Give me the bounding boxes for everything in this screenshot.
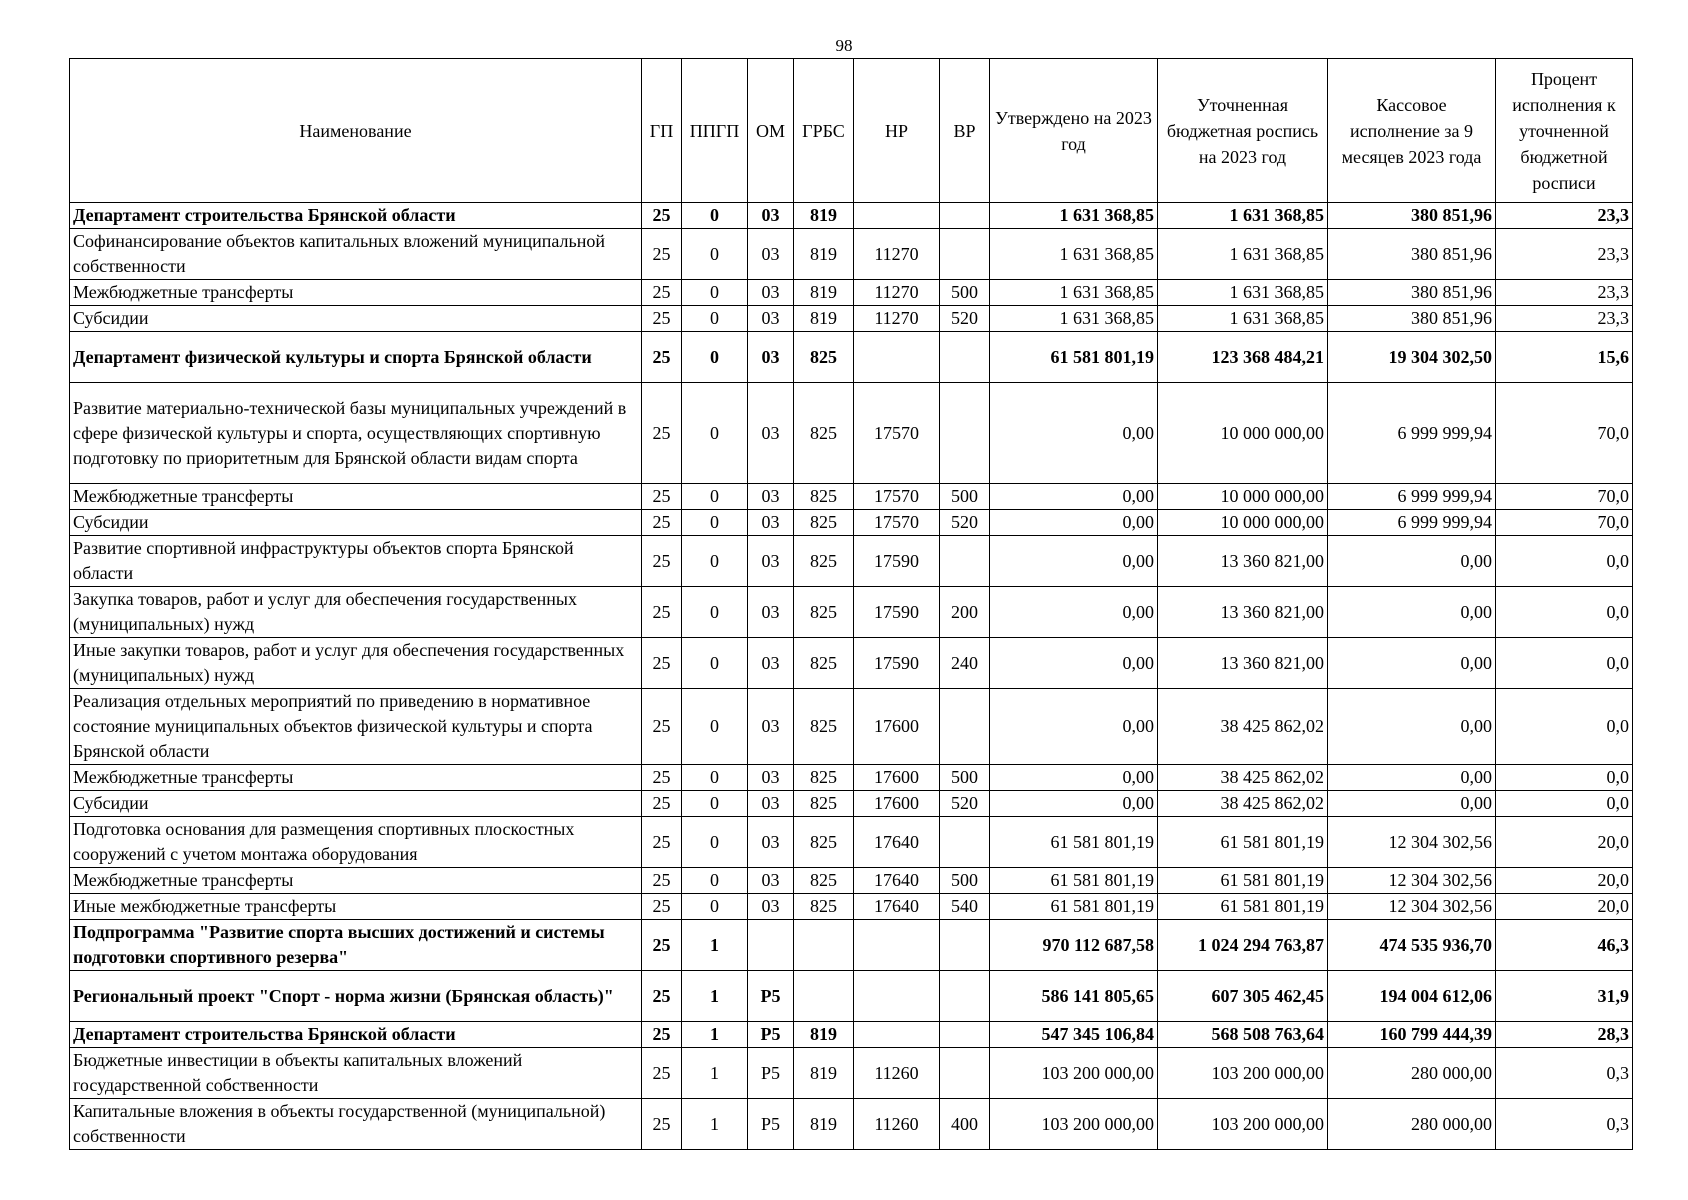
cell-approved: 1 631 368,85 xyxy=(990,280,1158,306)
cell-name: Межбюджетные трансферты xyxy=(70,280,642,306)
cell-ppgp: 0 xyxy=(682,383,748,484)
cell-approved: 0,00 xyxy=(990,587,1158,638)
table-row xyxy=(70,894,1633,920)
cell-vr: 520 xyxy=(940,306,990,332)
cell-revised: 568 508 763,64 xyxy=(1158,1022,1328,1048)
header-executed: Кассовое исполнение за 9 месяцев 2023 года xyxy=(1328,59,1496,203)
table-row xyxy=(70,306,1633,332)
table-row xyxy=(70,765,1633,791)
cell-revised: 1 631 368,85 xyxy=(1158,280,1328,306)
cell-om: 03 xyxy=(748,894,794,920)
cell-nr: 17590 xyxy=(854,536,940,587)
cell-revised: 1 631 368,85 xyxy=(1158,306,1328,332)
cell-vr xyxy=(940,383,990,484)
cell-nr: 17570 xyxy=(854,510,940,536)
cell-percent: 46,3 xyxy=(1496,920,1633,971)
cell-om: 03 xyxy=(748,229,794,280)
cell-grbs: 819 xyxy=(794,1022,854,1048)
cell-approved: 61 581 801,19 xyxy=(990,332,1158,383)
cell-vr: 500 xyxy=(940,280,990,306)
table-row xyxy=(70,484,1633,510)
cell-ppgp: 0 xyxy=(682,689,748,765)
cell-approved: 547 345 106,84 xyxy=(990,1022,1158,1048)
table-row xyxy=(70,920,1633,971)
cell-nr: 17600 xyxy=(854,689,940,765)
header-om: ОМ xyxy=(748,59,794,203)
cell-grbs: 825 xyxy=(794,536,854,587)
cell-ppgp: 1 xyxy=(682,1022,748,1048)
header-grbs: ГРБС xyxy=(794,59,854,203)
cell-ppgp: 0 xyxy=(682,229,748,280)
table-row xyxy=(70,510,1633,536)
cell-nr: 11270 xyxy=(854,280,940,306)
cell-name: Бюджетные инвестиции в объекты капитальных вложений государственной собственности xyxy=(70,1048,642,1099)
cell-revised: 38 425 862,02 xyxy=(1158,791,1328,817)
cell-om: 03 xyxy=(748,510,794,536)
cell-grbs: 825 xyxy=(794,689,854,765)
cell-executed: 12 304 302,56 xyxy=(1328,894,1496,920)
cell-om xyxy=(748,920,794,971)
cell-name: Софинансирование объектов капитальных вложений муниципальной собственности xyxy=(70,229,642,280)
cell-percent: 23,3 xyxy=(1496,203,1633,229)
budget-table xyxy=(69,58,1633,1150)
cell-vr: 240 xyxy=(940,638,990,689)
cell-executed: 380 851,96 xyxy=(1328,229,1496,280)
cell-grbs xyxy=(794,920,854,971)
cell-vr xyxy=(940,229,990,280)
cell-approved: 0,00 xyxy=(990,484,1158,510)
table-row xyxy=(70,1099,1633,1150)
cell-ppgp: 0 xyxy=(682,817,748,868)
cell-grbs: 825 xyxy=(794,817,854,868)
cell-ppgp: 0 xyxy=(682,587,748,638)
cell-name: Департамент физической культуры и спорта Брянской области xyxy=(70,332,642,383)
cell-ppgp: 0 xyxy=(682,638,748,689)
cell-om: 03 xyxy=(748,203,794,229)
cell-grbs: 819 xyxy=(794,203,854,229)
cell-nr: 17570 xyxy=(854,484,940,510)
cell-vr: 500 xyxy=(940,868,990,894)
table-row xyxy=(70,868,1633,894)
cell-grbs: 825 xyxy=(794,868,854,894)
cell-percent: 0,3 xyxy=(1496,1048,1633,1099)
header-approved: Утверждено на 2023 год xyxy=(990,59,1158,203)
table-row xyxy=(70,383,1633,484)
cell-approved: 0,00 xyxy=(990,510,1158,536)
cell-name: Закупка товаров, работ и услуг для обеспечения государственных (муниципальных) нужд xyxy=(70,587,642,638)
cell-nr: 17640 xyxy=(854,868,940,894)
header-ppgp: ППГП xyxy=(682,59,748,203)
cell-name: Межбюджетные трансферты xyxy=(70,484,642,510)
cell-grbs xyxy=(794,971,854,1022)
cell-vr: 520 xyxy=(940,791,990,817)
cell-gp: 25 xyxy=(642,510,682,536)
cell-gp: 25 xyxy=(642,280,682,306)
cell-nr xyxy=(854,920,940,971)
cell-approved: 0,00 xyxy=(990,765,1158,791)
cell-gp: 25 xyxy=(642,587,682,638)
cell-gp: 25 xyxy=(642,1048,682,1099)
table-row xyxy=(70,1022,1633,1048)
cell-percent: 70,0 xyxy=(1496,484,1633,510)
cell-gp: 25 xyxy=(642,868,682,894)
cell-ppgp: 1 xyxy=(682,920,748,971)
cell-approved: 0,00 xyxy=(990,791,1158,817)
cell-vr xyxy=(940,203,990,229)
cell-vr xyxy=(940,920,990,971)
cell-grbs: 825 xyxy=(794,587,854,638)
cell-om: 03 xyxy=(748,484,794,510)
cell-nr: 17640 xyxy=(854,894,940,920)
cell-percent: 0,0 xyxy=(1496,638,1633,689)
cell-executed: 380 851,96 xyxy=(1328,280,1496,306)
cell-vr: 200 xyxy=(940,587,990,638)
cell-executed: 380 851,96 xyxy=(1328,203,1496,229)
cell-name: Субсидии xyxy=(70,791,642,817)
cell-revised: 10 000 000,00 xyxy=(1158,510,1328,536)
table-body xyxy=(70,203,1633,1150)
table-row xyxy=(70,971,1633,1022)
cell-approved: 1 631 368,85 xyxy=(990,306,1158,332)
cell-name: Региональный проект "Спорт - норма жизни (Брянская область)" xyxy=(70,971,642,1022)
cell-nr: 11260 xyxy=(854,1048,940,1099)
cell-approved: 0,00 xyxy=(990,638,1158,689)
cell-om: 03 xyxy=(748,868,794,894)
header-vr: ВР xyxy=(940,59,990,203)
cell-om: 03 xyxy=(748,383,794,484)
cell-vr xyxy=(940,971,990,1022)
table-row xyxy=(70,536,1633,587)
cell-ppgp: 0 xyxy=(682,765,748,791)
cell-nr: 17590 xyxy=(854,587,940,638)
cell-vr: 500 xyxy=(940,765,990,791)
cell-executed: 0,00 xyxy=(1328,689,1496,765)
cell-name: Межбюджетные трансферты xyxy=(70,765,642,791)
cell-om: P5 xyxy=(748,1048,794,1099)
cell-grbs: 825 xyxy=(794,638,854,689)
cell-ppgp: 0 xyxy=(682,203,748,229)
cell-approved: 0,00 xyxy=(990,383,1158,484)
cell-revised: 38 425 862,02 xyxy=(1158,765,1328,791)
cell-executed: 0,00 xyxy=(1328,536,1496,587)
cell-percent: 20,0 xyxy=(1496,817,1633,868)
cell-gp: 25 xyxy=(642,1099,682,1150)
cell-executed: 12 304 302,56 xyxy=(1328,868,1496,894)
cell-gp: 25 xyxy=(642,817,682,868)
cell-nr: 17600 xyxy=(854,791,940,817)
cell-name: Подготовка основания для размещения спортивных плоскостных сооружений с учетом монтажа оборудования xyxy=(70,817,642,868)
cell-nr: 17570 xyxy=(854,383,940,484)
cell-gp: 25 xyxy=(642,383,682,484)
cell-om: 03 xyxy=(748,280,794,306)
cell-approved: 586 141 805,65 xyxy=(990,971,1158,1022)
cell-vr: 500 xyxy=(940,484,990,510)
cell-name: Подпрограмма "Развитие спорта высших достижений и системы подготовки спортивного резерва" xyxy=(70,920,642,971)
cell-name: Субсидии xyxy=(70,510,642,536)
cell-gp: 25 xyxy=(642,1022,682,1048)
table-row xyxy=(70,817,1633,868)
cell-percent: 23,3 xyxy=(1496,306,1633,332)
cell-revised: 1 631 368,85 xyxy=(1158,229,1328,280)
table-row xyxy=(70,638,1633,689)
cell-nr xyxy=(854,332,940,383)
cell-executed: 0,00 xyxy=(1328,765,1496,791)
cell-vr xyxy=(940,1022,990,1048)
cell-approved: 103 200 000,00 xyxy=(990,1048,1158,1099)
cell-executed: 6 999 999,94 xyxy=(1328,383,1496,484)
cell-gp: 25 xyxy=(642,638,682,689)
cell-percent: 0,0 xyxy=(1496,587,1633,638)
cell-approved: 0,00 xyxy=(990,689,1158,765)
table-row xyxy=(70,791,1633,817)
cell-revised: 607 305 462,45 xyxy=(1158,971,1328,1022)
header-nr: НР xyxy=(854,59,940,203)
cell-om: P5 xyxy=(748,971,794,1022)
cell-grbs: 825 xyxy=(794,332,854,383)
cell-om: 03 xyxy=(748,306,794,332)
cell-vr xyxy=(940,817,990,868)
cell-om: 03 xyxy=(748,765,794,791)
cell-percent: 28,3 xyxy=(1496,1022,1633,1048)
cell-percent: 23,3 xyxy=(1496,229,1633,280)
cell-grbs: 819 xyxy=(794,1099,854,1150)
cell-grbs: 825 xyxy=(794,765,854,791)
cell-gp: 25 xyxy=(642,920,682,971)
header-percent: Процент исполнения к уточненной бюджетной росписи xyxy=(1496,59,1633,203)
cell-ppgp: 0 xyxy=(682,332,748,383)
cell-ppgp: 0 xyxy=(682,791,748,817)
cell-executed: 474 535 936,70 xyxy=(1328,920,1496,971)
cell-revised: 13 360 821,00 xyxy=(1158,536,1328,587)
cell-grbs: 819 xyxy=(794,306,854,332)
cell-executed: 12 304 302,56 xyxy=(1328,817,1496,868)
cell-nr xyxy=(854,971,940,1022)
cell-revised: 103 200 000,00 xyxy=(1158,1048,1328,1099)
cell-approved: 61 581 801,19 xyxy=(990,817,1158,868)
cell-approved: 103 200 000,00 xyxy=(990,1099,1158,1150)
cell-grbs: 819 xyxy=(794,280,854,306)
cell-grbs: 825 xyxy=(794,484,854,510)
cell-vr: 540 xyxy=(940,894,990,920)
cell-revised: 103 200 000,00 xyxy=(1158,1099,1328,1150)
table-row xyxy=(70,1048,1633,1099)
cell-gp: 25 xyxy=(642,306,682,332)
cell-om: 03 xyxy=(748,791,794,817)
cell-executed: 194 004 612,06 xyxy=(1328,971,1496,1022)
cell-om: 03 xyxy=(748,689,794,765)
cell-executed: 0,00 xyxy=(1328,638,1496,689)
cell-name: Развитие спортивной инфраструктуры объектов спорта Брянской области xyxy=(70,536,642,587)
cell-nr: 17600 xyxy=(854,765,940,791)
cell-name: Иные закупки товаров, работ и услуг для обеспечения государственных (муниципальных) нужд xyxy=(70,638,642,689)
cell-grbs: 825 xyxy=(794,510,854,536)
page-number: 98 xyxy=(835,36,853,55)
cell-ppgp: 0 xyxy=(682,510,748,536)
cell-nr: 11270 xyxy=(854,306,940,332)
header-revised: Уточненная бюджетная роспись на 2023 год xyxy=(1158,59,1328,203)
cell-executed: 280 000,00 xyxy=(1328,1099,1496,1150)
cell-approved: 1 631 368,85 xyxy=(990,229,1158,280)
cell-vr: 520 xyxy=(940,510,990,536)
cell-gp: 25 xyxy=(642,332,682,383)
cell-revised: 13 360 821,00 xyxy=(1158,587,1328,638)
cell-gp: 25 xyxy=(642,229,682,280)
cell-percent: 0,0 xyxy=(1496,791,1633,817)
cell-revised: 10 000 000,00 xyxy=(1158,484,1328,510)
cell-percent: 20,0 xyxy=(1496,894,1633,920)
cell-executed: 0,00 xyxy=(1328,587,1496,638)
cell-executed: 0,00 xyxy=(1328,791,1496,817)
cell-name: Департамент строительства Брянской области xyxy=(70,1022,642,1048)
cell-revised: 1 024 294 763,87 xyxy=(1158,920,1328,971)
cell-executed: 280 000,00 xyxy=(1328,1048,1496,1099)
cell-name: Реализация отдельных мероприятий по приведению в нормативное состояние муниципальных объектов физической культуры и спорта Брянской области xyxy=(70,689,642,765)
header-name: Наименование xyxy=(70,59,642,203)
cell-nr: 17640 xyxy=(854,817,940,868)
cell-revised: 123 368 484,21 xyxy=(1158,332,1328,383)
cell-grbs: 825 xyxy=(794,791,854,817)
cell-vr xyxy=(940,536,990,587)
cell-ppgp: 0 xyxy=(682,280,748,306)
cell-percent: 0,0 xyxy=(1496,689,1633,765)
cell-executed: 19 304 302,50 xyxy=(1328,332,1496,383)
cell-percent: 31,9 xyxy=(1496,971,1633,1022)
table-row xyxy=(70,203,1633,229)
cell-om: 03 xyxy=(748,587,794,638)
cell-percent: 0,0 xyxy=(1496,765,1633,791)
cell-gp: 25 xyxy=(642,689,682,765)
cell-ppgp: 1 xyxy=(682,1099,748,1150)
cell-percent: 0,3 xyxy=(1496,1099,1633,1150)
cell-revised: 1 631 368,85 xyxy=(1158,203,1328,229)
cell-grbs: 825 xyxy=(794,383,854,484)
cell-ppgp: 1 xyxy=(682,971,748,1022)
cell-gp: 25 xyxy=(642,203,682,229)
cell-om: 03 xyxy=(748,536,794,587)
cell-name: Субсидии xyxy=(70,306,642,332)
cell-ppgp: 0 xyxy=(682,868,748,894)
cell-om: 03 xyxy=(748,332,794,383)
cell-executed: 6 999 999,94 xyxy=(1328,510,1496,536)
cell-grbs: 825 xyxy=(794,894,854,920)
cell-executed: 160 799 444,39 xyxy=(1328,1022,1496,1048)
cell-revised: 13 360 821,00 xyxy=(1158,638,1328,689)
table-header-row xyxy=(70,59,1633,203)
cell-approved: 0,00 xyxy=(990,536,1158,587)
cell-gp: 25 xyxy=(642,536,682,587)
cell-vr: 400 xyxy=(940,1099,990,1150)
cell-gp: 25 xyxy=(642,791,682,817)
cell-revised: 38 425 862,02 xyxy=(1158,689,1328,765)
cell-name: Развитие материально-технической базы муниципальных учреждений в сфере физической культуры и спорта, осуществляющих спортивную подготовку по приоритетным для Брянской области видам спорта xyxy=(70,383,642,484)
header-gp: ГП xyxy=(642,59,682,203)
cell-om: 03 xyxy=(748,638,794,689)
cell-ppgp: 0 xyxy=(682,894,748,920)
cell-executed: 6 999 999,94 xyxy=(1328,484,1496,510)
cell-nr: 11260 xyxy=(854,1099,940,1150)
cell-om: 03 xyxy=(748,817,794,868)
cell-ppgp: 0 xyxy=(682,536,748,587)
cell-vr xyxy=(940,332,990,383)
cell-percent: 0,0 xyxy=(1496,536,1633,587)
cell-ppgp: 0 xyxy=(682,306,748,332)
cell-grbs: 819 xyxy=(794,229,854,280)
cell-percent: 15,6 xyxy=(1496,332,1633,383)
cell-executed: 380 851,96 xyxy=(1328,306,1496,332)
table-row xyxy=(70,229,1633,280)
cell-revised: 61 581 801,19 xyxy=(1158,817,1328,868)
cell-approved: 61 581 801,19 xyxy=(990,894,1158,920)
cell-revised: 61 581 801,19 xyxy=(1158,868,1328,894)
cell-approved: 970 112 687,58 xyxy=(990,920,1158,971)
cell-percent: 70,0 xyxy=(1496,383,1633,484)
cell-name: Иные межбюджетные трансферты xyxy=(70,894,642,920)
cell-name: Департамент строительства Брянской области xyxy=(70,203,642,229)
cell-approved: 61 581 801,19 xyxy=(990,868,1158,894)
cell-revised: 10 000 000,00 xyxy=(1158,383,1328,484)
cell-nr: 17590 xyxy=(854,638,940,689)
cell-nr xyxy=(854,1022,940,1048)
cell-gp: 25 xyxy=(642,971,682,1022)
table-row xyxy=(70,280,1633,306)
cell-om: P5 xyxy=(748,1099,794,1150)
cell-name: Межбюджетные трансферты xyxy=(70,868,642,894)
table-row xyxy=(70,587,1633,638)
cell-om: P5 xyxy=(748,1022,794,1048)
cell-nr xyxy=(854,203,940,229)
cell-ppgp: 1 xyxy=(682,1048,748,1099)
cell-percent: 20,0 xyxy=(1496,868,1633,894)
cell-approved: 1 631 368,85 xyxy=(990,203,1158,229)
cell-gp: 25 xyxy=(642,484,682,510)
cell-percent: 70,0 xyxy=(1496,510,1633,536)
table-row xyxy=(70,689,1633,765)
cell-nr: 11270 xyxy=(854,229,940,280)
cell-percent: 23,3 xyxy=(1496,280,1633,306)
cell-gp: 25 xyxy=(642,765,682,791)
cell-grbs: 819 xyxy=(794,1048,854,1099)
cell-vr xyxy=(940,689,990,765)
cell-revised: 61 581 801,19 xyxy=(1158,894,1328,920)
cell-name: Капитальные вложения в объекты государственной (муниципальной) собственности xyxy=(70,1099,642,1150)
cell-vr xyxy=(940,1048,990,1099)
cell-gp: 25 xyxy=(642,894,682,920)
cell-ppgp: 0 xyxy=(682,484,748,510)
table-row xyxy=(70,332,1633,383)
